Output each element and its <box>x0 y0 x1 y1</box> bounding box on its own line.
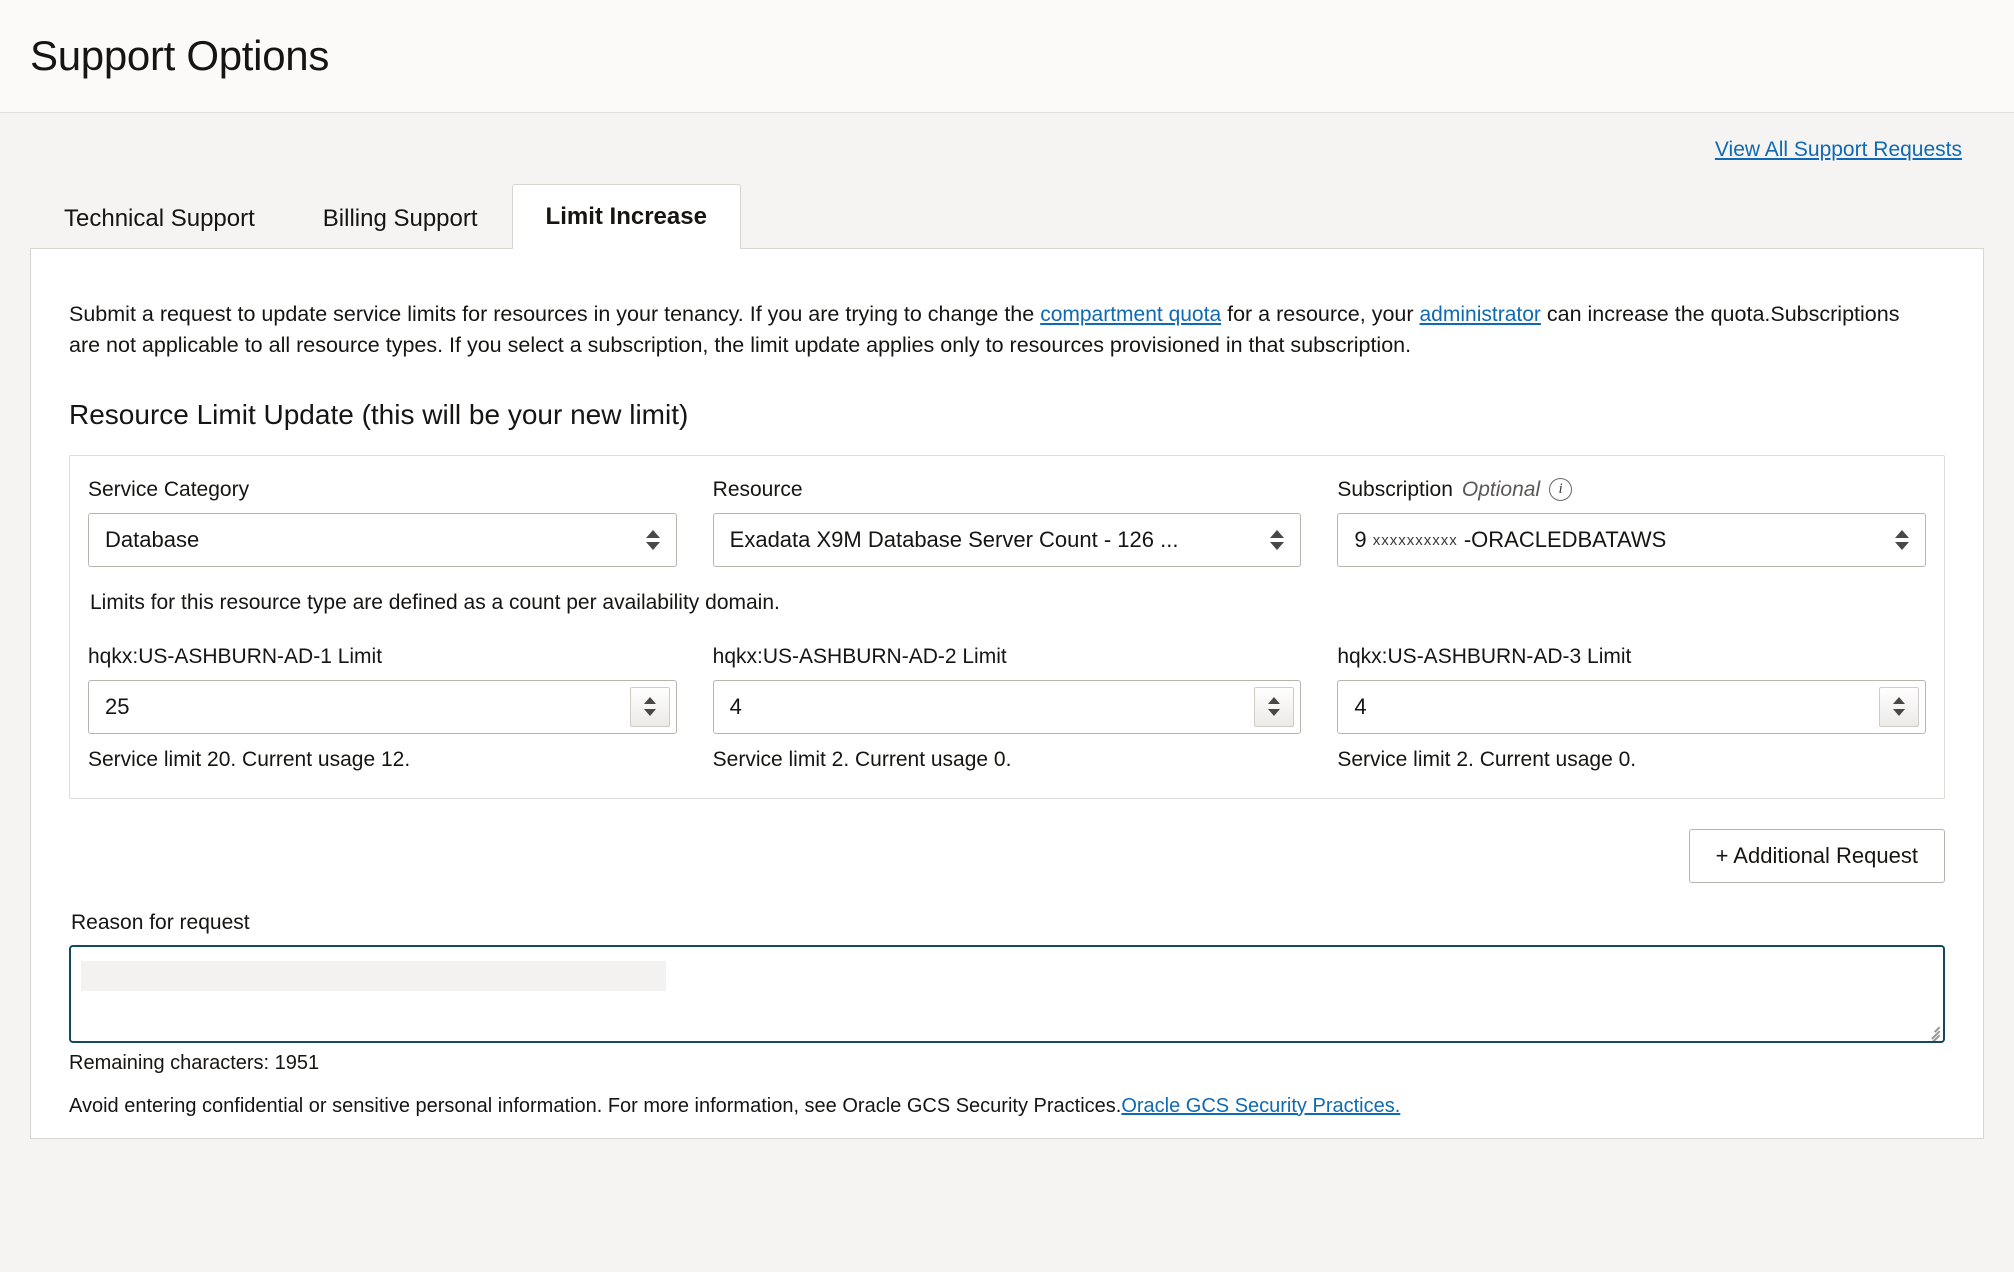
service-category-field <box>88 478 677 567</box>
view-all-support-requests-link[interactable]: View All Support Requests <box>1714 137 1962 161</box>
limit-increase-panel <box>30 248 1984 1139</box>
compartment-quota-link[interactable]: compartment quota <box>1040 302 1222 326</box>
intro-paragraph <box>69 299 1929 361</box>
chevron-updown-icon <box>1893 525 1911 555</box>
domain-limits-row <box>88 645 1926 772</box>
subscription-value-prefix: 9 <box>1354 526 1367 552</box>
domain-limit-ad1-stepper[interactable] <box>630 687 670 727</box>
disclaimer-text <box>69 1095 1945 1118</box>
domain-limit-ad2-label: hqkx:US-ASHBURN-AD-2 Limit <box>712 644 1007 668</box>
intro-text-part1: Submit a request to update service limits for resources in your tenancy. If you are trying to change the <box>69 301 1041 326</box>
disclaimer-body: Avoid entering confidential or sensitive personal information. For more information, see Oracle GCS Security Practices. <box>69 1094 1122 1117</box>
domain-limit-ad3-helper: Service limit 2. Current usage 0. <box>1337 747 1637 771</box>
resource-field <box>713 478 1302 567</box>
resource-limit-update-card <box>69 455 1945 799</box>
service-category-label: Service Category <box>88 477 250 501</box>
selectors-row <box>88 478 1926 567</box>
domain-limit-ad2-helper: Service limit 2. Current usage 0. <box>712 747 1012 771</box>
subscription-value-suffix: -ORACLEDBATAWS <box>1463 526 1667 552</box>
domain-limit-ad2 <box>713 645 1302 772</box>
domain-limit-ad1-label: hqkx:US-ASHBURN-AD-1 Limit <box>88 644 383 668</box>
domain-limit-ad3-value: 4 <box>1354 693 1367 719</box>
page-title: Support Options <box>30 32 330 79</box>
domain-limit-ad1-helper: Service limit 20. Current usage 12. <box>88 747 411 771</box>
domain-limit-ad3-label: hqkx:US-ASHBURN-AD-3 Limit <box>1337 644 1632 668</box>
reason-for-request-label: Reason for request <box>71 910 250 934</box>
domain-limit-ad2-stepper[interactable] <box>1254 687 1294 727</box>
textarea-ghost-fill <box>81 961 666 991</box>
domain-limit-ad2-input[interactable] <box>713 680 1302 734</box>
subscription-field <box>1337 478 1926 567</box>
availability-domain-note: Limits for this resource type are defined as a count per availability domain. <box>90 590 780 614</box>
resource-select[interactable] <box>713 513 1302 567</box>
domain-limit-ad2-value: 4 <box>729 693 742 719</box>
remaining-characters: Remaining characters: 1951 <box>69 1051 320 1074</box>
reason-for-request-field[interactable] <box>69 945 1945 1043</box>
resource-value: Exadata X9M Database Server Count - 126 ... <box>729 526 1179 552</box>
tab-billing-support[interactable]: Billing Support <box>322 204 478 232</box>
additional-request-button[interactable]: + Additional Request <box>1689 829 1945 883</box>
chevron-updown-icon <box>1268 525 1286 555</box>
section-title: Resource Limit Update (this will be your new limit) <box>69 398 689 430</box>
chevron-updown-icon <box>644 525 662 555</box>
domain-limit-ad3-input[interactable] <box>1337 680 1926 734</box>
page-header <box>0 0 2014 113</box>
administrator-link[interactable]: administrator <box>1419 302 1541 326</box>
intro-text-part2: for a resource, your <box>1221 301 1420 326</box>
service-category-value: Database <box>105 526 200 552</box>
subscription-value <box>1354 527 1666 553</box>
page-body <box>0 113 2014 1272</box>
intro-text-part3: can increase the quota.Subscriptions are not applicable to all resource types. If you select a subscription, the limit update applies only to resources provisioned in that subscription. <box>69 301 1900 357</box>
subscription-label-row <box>1337 478 1926 502</box>
subscription-select[interactable] <box>1337 513 1926 567</box>
domain-limit-ad1 <box>88 645 677 772</box>
textarea-resize-handle[interactable] <box>1922 1021 1940 1039</box>
gcs-security-practices-link[interactable]: Oracle GCS Security Practices. <box>1121 1094 1401 1117</box>
tab-limit-increase[interactable]: Limit Increase <box>512 184 741 249</box>
tab-technical-support[interactable]: Technical Support <box>64 204 255 232</box>
resource-label: Resource <box>712 477 803 501</box>
subscription-label: Subscription <box>1337 477 1453 501</box>
domain-limit-ad3-stepper[interactable] <box>1879 687 1919 727</box>
service-category-select[interactable] <box>88 513 677 567</box>
domain-limit-ad3 <box>1337 645 1926 772</box>
info-icon[interactable]: i <box>1549 478 1572 501</box>
domain-limit-ad1-input[interactable] <box>88 680 677 734</box>
subscription-optional-text: Optional <box>1461 477 1541 501</box>
tab-strip <box>30 186 1984 248</box>
domain-limit-ad1-value: 25 <box>105 693 130 719</box>
subscription-value-masked: xxxxxxxxxx <box>1372 531 1458 549</box>
top-link-row <box>30 113 1984 186</box>
additional-request-row <box>69 829 1945 883</box>
